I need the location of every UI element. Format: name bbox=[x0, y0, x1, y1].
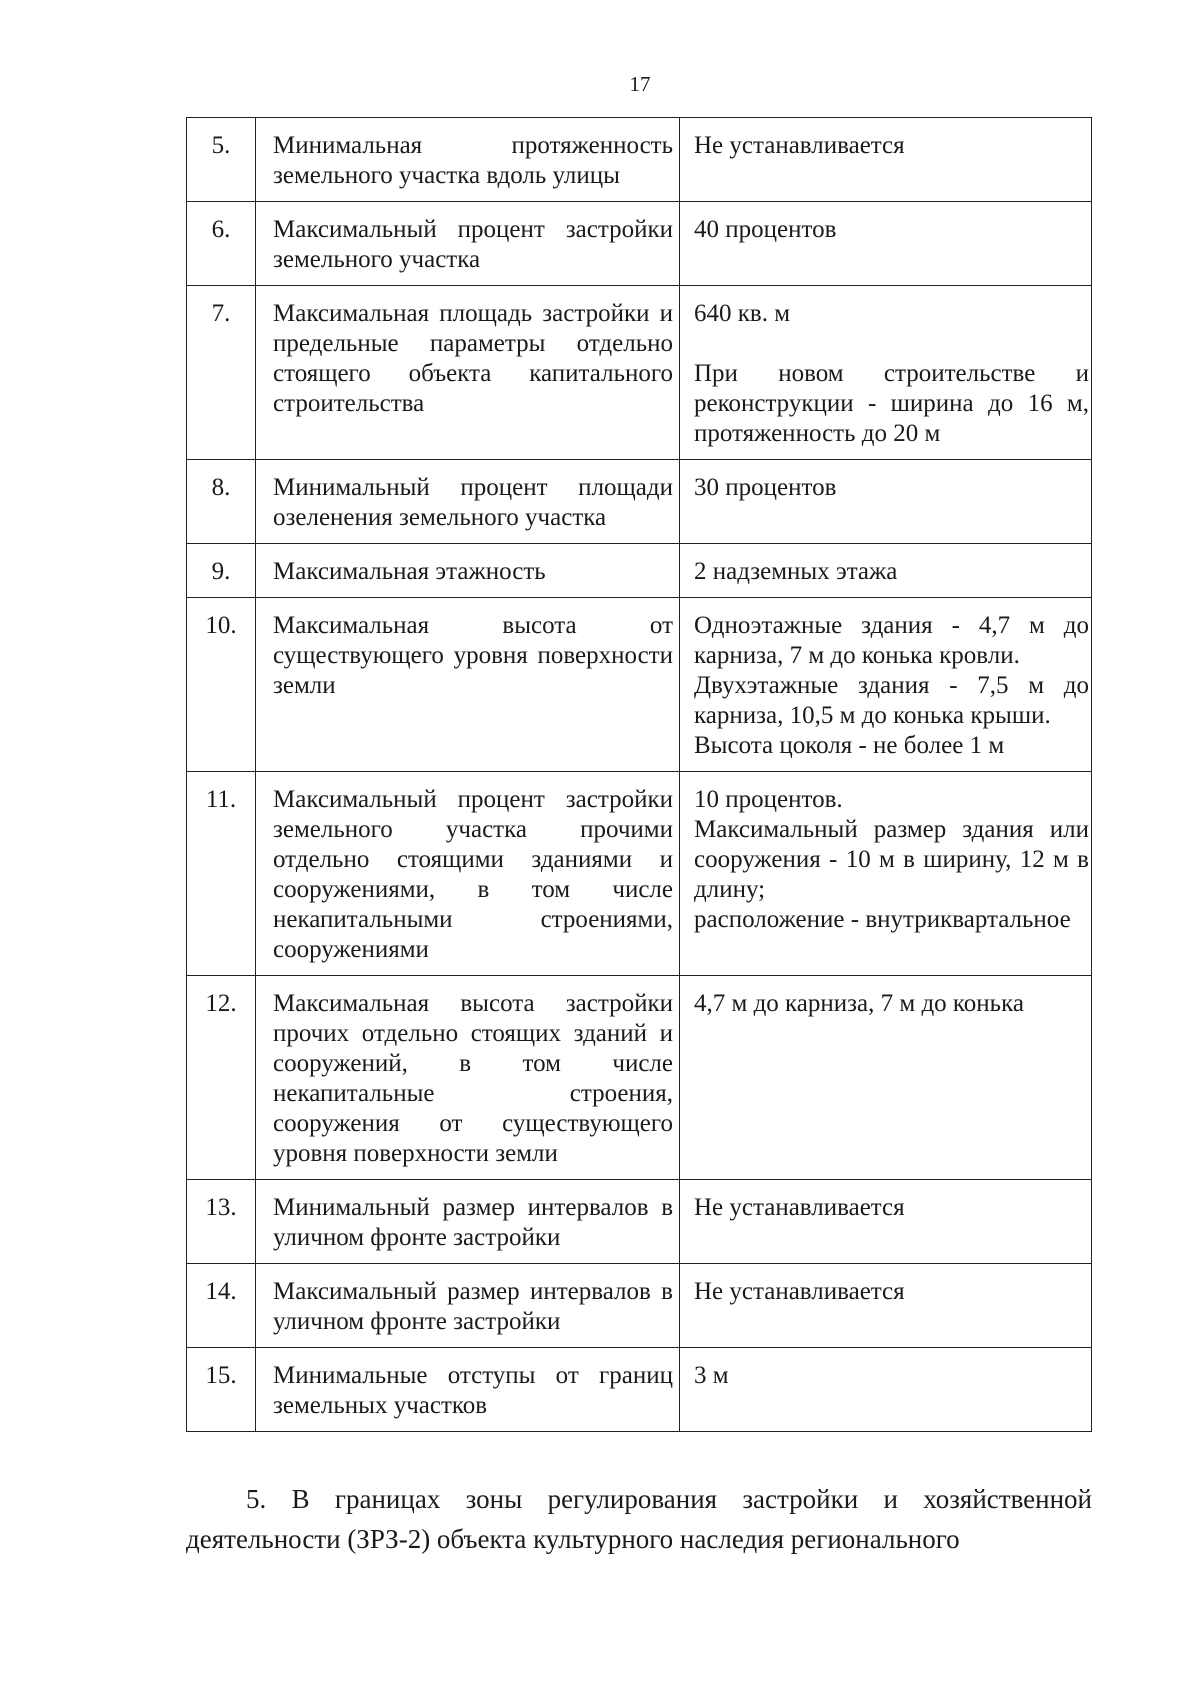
table-row bbox=[187, 286, 1092, 460]
table-row bbox=[187, 1264, 1092, 1348]
parameter-name-cell bbox=[256, 1348, 680, 1432]
parameter-name: Максимальная высота застройки прочих отдельно стоящих зданий и сооружений, в том числе некапитальные строения, сооружения от существующего уровня поверхности земли bbox=[273, 990, 673, 1167]
row-number: 7. bbox=[187, 286, 256, 460]
parameter-value-cell bbox=[680, 1180, 1092, 1264]
parameter-name: Максимальная высота от существующего уровня поверхности земли bbox=[273, 612, 673, 699]
row-number: 10. bbox=[187, 598, 256, 772]
row-number: 5. bbox=[187, 118, 256, 202]
parameter-value-cell bbox=[680, 1348, 1092, 1432]
parameter-name-cell bbox=[256, 772, 680, 976]
parameter-value: 30 процентов bbox=[694, 474, 837, 501]
parameter-value: 640 кв. м bbox=[694, 300, 791, 327]
parameter-name: Максимальная этажность bbox=[273, 558, 546, 585]
parameter-value: Одноэтажные здания - 4,7 м до карниза, 7 м до конька кровли. bbox=[694, 612, 1089, 669]
page-number: 17 bbox=[629, 72, 651, 96]
parameters-table bbox=[186, 117, 1092, 1432]
parameter-value-cell bbox=[680, 544, 1092, 598]
table-row bbox=[187, 772, 1092, 976]
parameter-name-cell bbox=[256, 544, 680, 598]
table-row bbox=[187, 118, 1092, 202]
closing-paragraph: 5. В границах зоны регулирования застройки и хозяйственной деятельности (ЗРЗ-2) объекта культурного наследия регионального bbox=[186, 1484, 1092, 1554]
parameter-value: Высота цоколя - не более 1 м bbox=[694, 732, 1005, 759]
table-row bbox=[187, 1348, 1092, 1432]
parameter-value: 40 процентов bbox=[694, 216, 837, 243]
parameter-value: Не устанавливается bbox=[694, 1194, 905, 1221]
parameter-name: Максимальный процент застройки земельного участка прочими отдельно стоящими зданиями и сооружениями, в том числе некапитальными строениями, сооружениями bbox=[273, 786, 673, 963]
table-row bbox=[187, 1180, 1092, 1264]
parameter-name: Максимальный размер интервалов в уличном фронте застройки bbox=[273, 1278, 673, 1335]
table-row bbox=[187, 976, 1092, 1180]
parameter-value-cell bbox=[680, 118, 1092, 202]
parameter-value: 10 процентов. bbox=[694, 786, 843, 813]
parameter-value: Не устанавливается bbox=[694, 132, 905, 159]
row-number: 9. bbox=[187, 544, 256, 598]
parameter-name: Минимальная протяженность земельного участка вдоль улицы bbox=[273, 132, 673, 189]
parameter-name: Максимальный процент застройки земельного участка bbox=[273, 216, 673, 273]
parameter-value-cell bbox=[680, 286, 1092, 460]
parameter-value-cell bbox=[680, 202, 1092, 286]
parameter-name: Минимальный процент площади озеленения земельного участка bbox=[273, 474, 673, 531]
parameter-name: Максимальная площадь застройки и предельные параметры отдельно стоящего объекта капитального строительства bbox=[273, 300, 673, 417]
table-row bbox=[187, 544, 1092, 598]
parameter-value: Максимальный размер здания или сооружения - 10 м в ширину, 12 м в длину; bbox=[694, 816, 1089, 903]
parameter-value-cell bbox=[680, 772, 1092, 976]
parameter-value: Двухэтажные здания - 7,5 м до карниза, 10,5 м до конька крыши. bbox=[694, 672, 1089, 729]
parameter-value-cell bbox=[680, 1264, 1092, 1348]
parameter-value: 4,7 м до карниза, 7 м до конька bbox=[694, 990, 1024, 1017]
parameter-value-cell bbox=[680, 460, 1092, 544]
parameter-name: Минимальный размер интервалов в уличном фронте застройки bbox=[273, 1194, 673, 1251]
table-row bbox=[187, 202, 1092, 286]
parameters-table-body bbox=[187, 118, 1092, 1432]
row-number: 12. bbox=[187, 976, 256, 1180]
parameter-value: расположение - внутриквартальное bbox=[694, 906, 1071, 933]
row-number: 15. bbox=[187, 1348, 256, 1432]
row-number: 6. bbox=[187, 202, 256, 286]
parameter-value: 2 надземных этажа bbox=[694, 558, 898, 585]
parameter-value: Не устанавливается bbox=[694, 1278, 905, 1305]
parameter-value-cell bbox=[680, 976, 1092, 1180]
parameter-name-cell bbox=[256, 1180, 680, 1264]
row-number: 14. bbox=[187, 1264, 256, 1348]
row-number: 8. bbox=[187, 460, 256, 544]
table-row bbox=[187, 460, 1092, 544]
parameter-value: 3 м bbox=[694, 1362, 729, 1389]
row-number: 11. bbox=[187, 772, 256, 976]
parameter-name-cell bbox=[256, 118, 680, 202]
parameter-value-cell bbox=[680, 598, 1092, 772]
parameter-name-cell bbox=[256, 598, 680, 772]
table-row bbox=[187, 598, 1092, 772]
parameter-value: При новом строительстве и реконструкции - ширина до 16 м, протяженность до 20 м bbox=[694, 360, 1089, 447]
parameter-name: Минимальные отступы от границ земельных участков bbox=[273, 1362, 673, 1419]
parameter-name-cell bbox=[256, 460, 680, 544]
parameter-name-cell bbox=[256, 286, 680, 460]
parameter-name-cell bbox=[256, 976, 680, 1180]
row-number: 13. bbox=[187, 1180, 256, 1264]
parameter-name-cell bbox=[256, 202, 680, 286]
parameter-name-cell bbox=[256, 1264, 680, 1348]
